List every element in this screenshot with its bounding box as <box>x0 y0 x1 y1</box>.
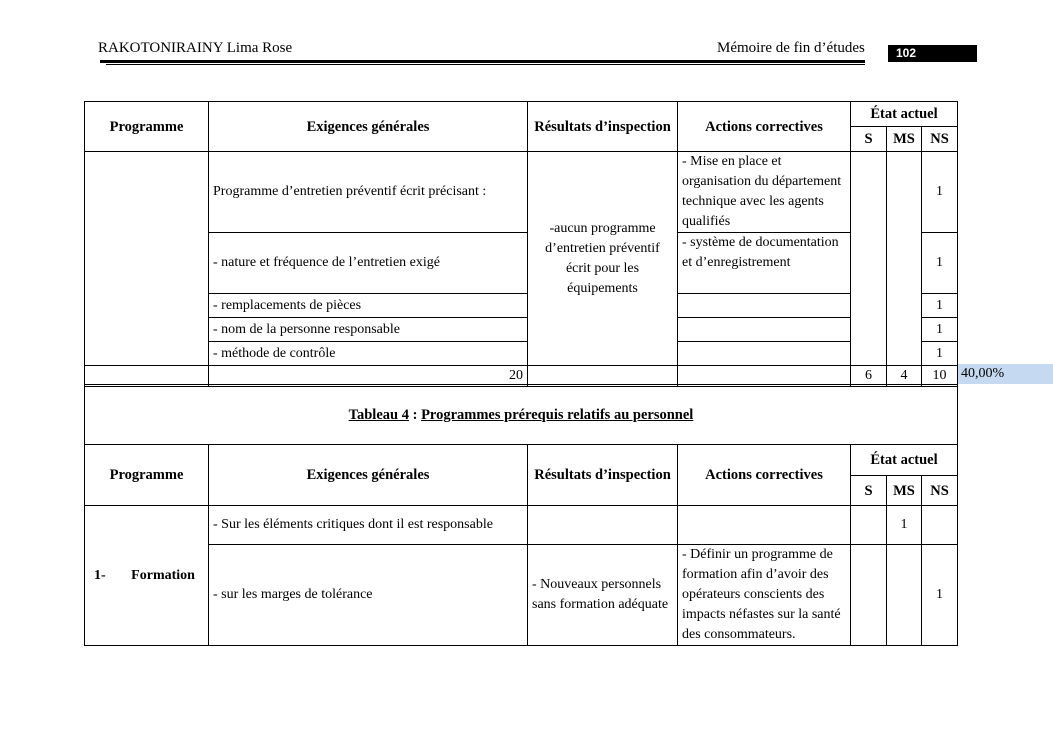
programme-name: Formation <box>131 567 195 583</box>
col-header-ms: MS <box>887 476 922 506</box>
col-header-s: S <box>851 476 887 506</box>
ms-cell <box>887 545 922 646</box>
col-header-programme: Programme <box>85 445 209 506</box>
col-header-etat: État actuel <box>851 445 958 476</box>
total-percent: 40,00% <box>958 364 1053 384</box>
total-ms: 4 <box>887 366 922 387</box>
action-cell: - système de documentation et d’enregistrement <box>678 233 851 294</box>
exigence-cell: Programme d’entretien préventif écrit précisant : <box>209 152 528 233</box>
action-cell <box>678 294 851 318</box>
header-rule-thin <box>106 64 865 65</box>
action-cell <box>678 342 851 366</box>
ns-cell: 1 <box>922 294 958 318</box>
action-cell: - Définir un programme de formation afin d’avoir des opérateurs conscients des impacts néfastes sur la santé des consommateurs. <box>678 545 851 646</box>
col-header-ns: NS <box>922 127 958 152</box>
table-row <box>85 545 958 646</box>
col-header-actions: Actions correctives <box>678 102 851 152</box>
caption-label: Tableau 4 <box>348 406 409 423</box>
col-header-ns: NS <box>922 476 958 506</box>
exigence-cell: - nature et fréquence de l’entretien exigé <box>209 233 528 294</box>
total-s: 6 <box>851 366 887 387</box>
header-rule <box>100 60 865 63</box>
header-author: RAKOTONIRAINY Lima Rose <box>98 40 293 56</box>
col-header-resultats: Résultats d’inspection <box>528 102 678 152</box>
resultat-cell <box>528 506 678 545</box>
col-header-s: S <box>851 127 887 152</box>
ns-cell: 1 <box>922 318 958 342</box>
col-header-exigences: Exigences générales <box>209 445 528 506</box>
exigence-cell: - remplacements de pièces <box>209 294 528 318</box>
col-header-ms: MS <box>887 127 922 152</box>
table-row <box>85 152 958 233</box>
table-equipment <box>84 101 958 387</box>
col-header-exigences: Exigences générales <box>209 102 528 152</box>
col-header-actions: Actions correctives <box>678 445 851 506</box>
programme-number: 1- <box>94 567 106 583</box>
caption-title: Programmes prérequis relatifs au personnel <box>421 406 694 423</box>
programme-cell <box>85 506 209 646</box>
resultat-cell: -aucun programme d’entretien préventif écrit pour les équipements <box>528 152 678 366</box>
ms-cell: 1 <box>887 506 922 545</box>
s-cell <box>851 152 887 366</box>
table-row <box>85 506 958 545</box>
exigence-cell: - nom de la personne responsable <box>209 318 528 342</box>
col-header-etat: État actuel <box>851 102 958 127</box>
col-header-programme: Programme <box>85 102 209 152</box>
action-cell <box>678 318 851 342</box>
ns-cell: 1 <box>922 545 958 646</box>
exigence-cell: - méthode de contrôle <box>209 342 528 366</box>
table-caption <box>85 385 958 445</box>
programme-cell <box>85 152 209 366</box>
caption-separator: : <box>408 406 422 423</box>
table-row <box>85 294 958 318</box>
action-cell: - Mise en place et organisation du département technique avec les agents qualifiés <box>678 152 851 233</box>
s-cell <box>851 545 887 646</box>
table-row <box>85 342 958 366</box>
total-count: 20 <box>209 366 528 387</box>
header-doc-title: Mémoire de fin d’études <box>717 40 865 56</box>
page-number: 102 <box>888 45 977 62</box>
action-cell <box>678 506 851 545</box>
ns-cell: 1 <box>922 152 958 233</box>
resultat-cell: - Nouveaux personnels sans formation adéquate <box>528 545 678 646</box>
col-header-resultats: Résultats d’inspection <box>528 445 678 506</box>
table-personnel <box>84 384 958 646</box>
exigence-cell: - sur les marges de tolérance <box>209 545 528 646</box>
table-row <box>85 318 958 342</box>
s-cell <box>851 506 887 545</box>
ns-cell: 1 <box>922 342 958 366</box>
ns-cell: 1 <box>922 233 958 294</box>
ns-cell <box>922 506 958 545</box>
ms-cell <box>887 152 922 366</box>
total-ns: 10 <box>922 366 958 387</box>
table-row <box>85 233 958 294</box>
exigence-cell: - Sur les éléments critiques dont il est responsable <box>209 506 528 545</box>
